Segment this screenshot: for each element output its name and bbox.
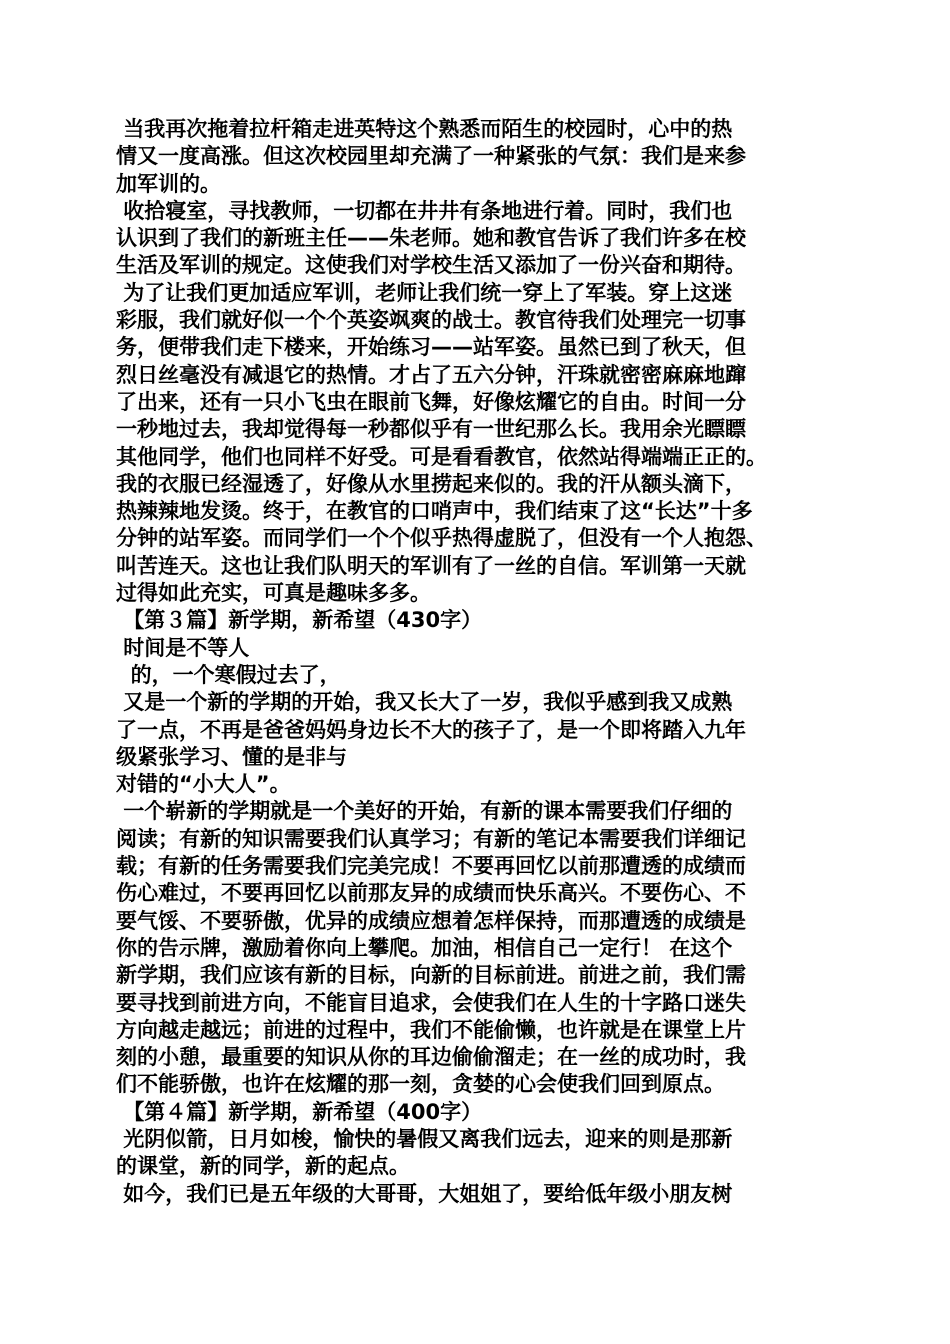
text-line: 为了让我们更加适应军训，老师让我们统一穿上了军装。穿上这迷 xyxy=(116,280,733,305)
text-line: 刻的小憩，最重要的知识从你的耳边偷偷溜走；在一丝的成功时，我 xyxy=(116,1045,746,1070)
text-line: 们不能骄傲，也许在炫耀的那一刻，贪婪的心会使我们回到原点。 xyxy=(116,1072,725,1097)
text-line: 一个崭新的学期就是一个美好的开始，有新的课本需要我们仔细的 xyxy=(116,799,733,824)
text-line: 收拾寝室，寻找教师，一切都在井井有条地进行着。同时，我们也 xyxy=(116,198,733,223)
text-line: 载；有新的任务需要我们完美完成！不要再回忆以前那遭透的成绩而 xyxy=(116,854,746,879)
text-line: 又是一个新的学期的开始，我又长大了一岁，我似乎感到我又成熟 xyxy=(116,690,733,715)
text-line: 要寻找到前进方向，不能盲目追求，会使我们在人生的十字路口迷失 xyxy=(116,990,746,1015)
section-heading: 【第４篇】新学期，新希望（400字） xyxy=(116,1099,483,1124)
text-line: 生活及军训的规定。这使我们对学校生活又添加了一份兴奋和期待。 xyxy=(116,253,746,278)
text-line: 的课堂，新的同学，新的起点。 xyxy=(116,1154,410,1179)
section-heading: 【第３篇】新学期，新希望（430字） xyxy=(116,608,483,633)
text-line: 其他同学，他们也同样不好受。可是看看教官，依然站得端端正正的。 xyxy=(116,444,767,469)
text-line: 当我再次拖着拉杆箱走进英特这个熟悉而陌生的校园时，心中的热 xyxy=(116,117,733,141)
text-line: 烈日丝毫没有减退它的热情。才占了五六分钟，汗珠就密密麻麻地蹿 xyxy=(116,362,746,387)
text-line: 方向越走越远；前进的过程中，我们不能偷懒，也许就是在课堂上片 xyxy=(116,1017,746,1042)
text-line: 你的告示牌，激励着你向上攀爬。加油，相信自己一定行！ 在这个 xyxy=(116,935,733,960)
text-line: 认识到了我们的新班主任——朱老师。她和教官告诉了我们许多在校 xyxy=(116,226,746,251)
text-line: 彩服，我们就好似一个个英姿飒爽的战士。教官待我们处理完一切事 xyxy=(116,308,746,333)
text-line: 时间是不等人 xyxy=(116,635,250,660)
text-line: 阅读；有新的知识需要我们认真学习；有新的笔记本需要我们详细记 xyxy=(116,826,746,851)
text-line: 如今，我们已是五年级的大哥哥，大姐姐了，要给低年级小朋友树 xyxy=(116,1181,733,1206)
text-line: 伤心难过，不要再回忆以前那友异的成绩而快乐高兴。不要伤心、不 xyxy=(116,881,746,906)
text-line: 一秒地过去，我却觉得每一秒都似乎有一世纪那么长。我用余光瞟瞟 xyxy=(116,417,746,442)
text-line: 级紧张学习、懂的是非与 xyxy=(116,744,347,769)
text-line: 的，一个寒假过去了， xyxy=(116,662,341,687)
text-line: 光阴似箭，日月如梭，愉快的暑假又离我们远去，迎来的则是那新 xyxy=(116,1126,733,1151)
text-line: 叫苦连天。这也让我们队明天的军训有了一丝的自信。军训第一天就 xyxy=(116,553,746,578)
text-line: 了出来，还有一只小飞虫在眼前飞舞，好像炫耀它的自由。时间一分 xyxy=(116,389,746,414)
text-line: 加军训的。 xyxy=(116,171,221,196)
text-line: 对错的“小大人”。 xyxy=(116,772,291,797)
text-line: 了一点，不再是爸爸妈妈身边长不大的孩子了，是一个即将踏入九年 xyxy=(116,717,746,742)
text-line: 过得如此充实，可真是趣味多多。 xyxy=(116,581,431,606)
text-line: 新学期，我们应该有新的目标，向新的目标前进。前进之前，我们需 xyxy=(116,963,746,988)
text-line: 要气馁、不要骄傲，优异的成绩应想着怎样保持，而那遭透的成绩是 xyxy=(116,908,746,933)
text-line: 分钟的站军姿。而同学们一个个似乎热得虚脱了，但没有一个人抱怨、 xyxy=(116,526,767,551)
text-line: 热辣辣地发烫。终于，在教官的口哨声中，我们结束了这“长达”十多 xyxy=(116,499,753,524)
essay-text-block xyxy=(116,116,846,1208)
text-line: 务，便带我们走下楼来，开始练习——站军姿。虽然已到了秋天，但 xyxy=(116,335,746,360)
text-line: 我的衣服已经湿透了，好像从水里捞起来似的。我的汗从额头滴下， xyxy=(116,471,746,496)
text-line: 情又一度高涨。但这次校园里却充满了一种紧张的气氛：我们是来参 xyxy=(116,144,746,169)
